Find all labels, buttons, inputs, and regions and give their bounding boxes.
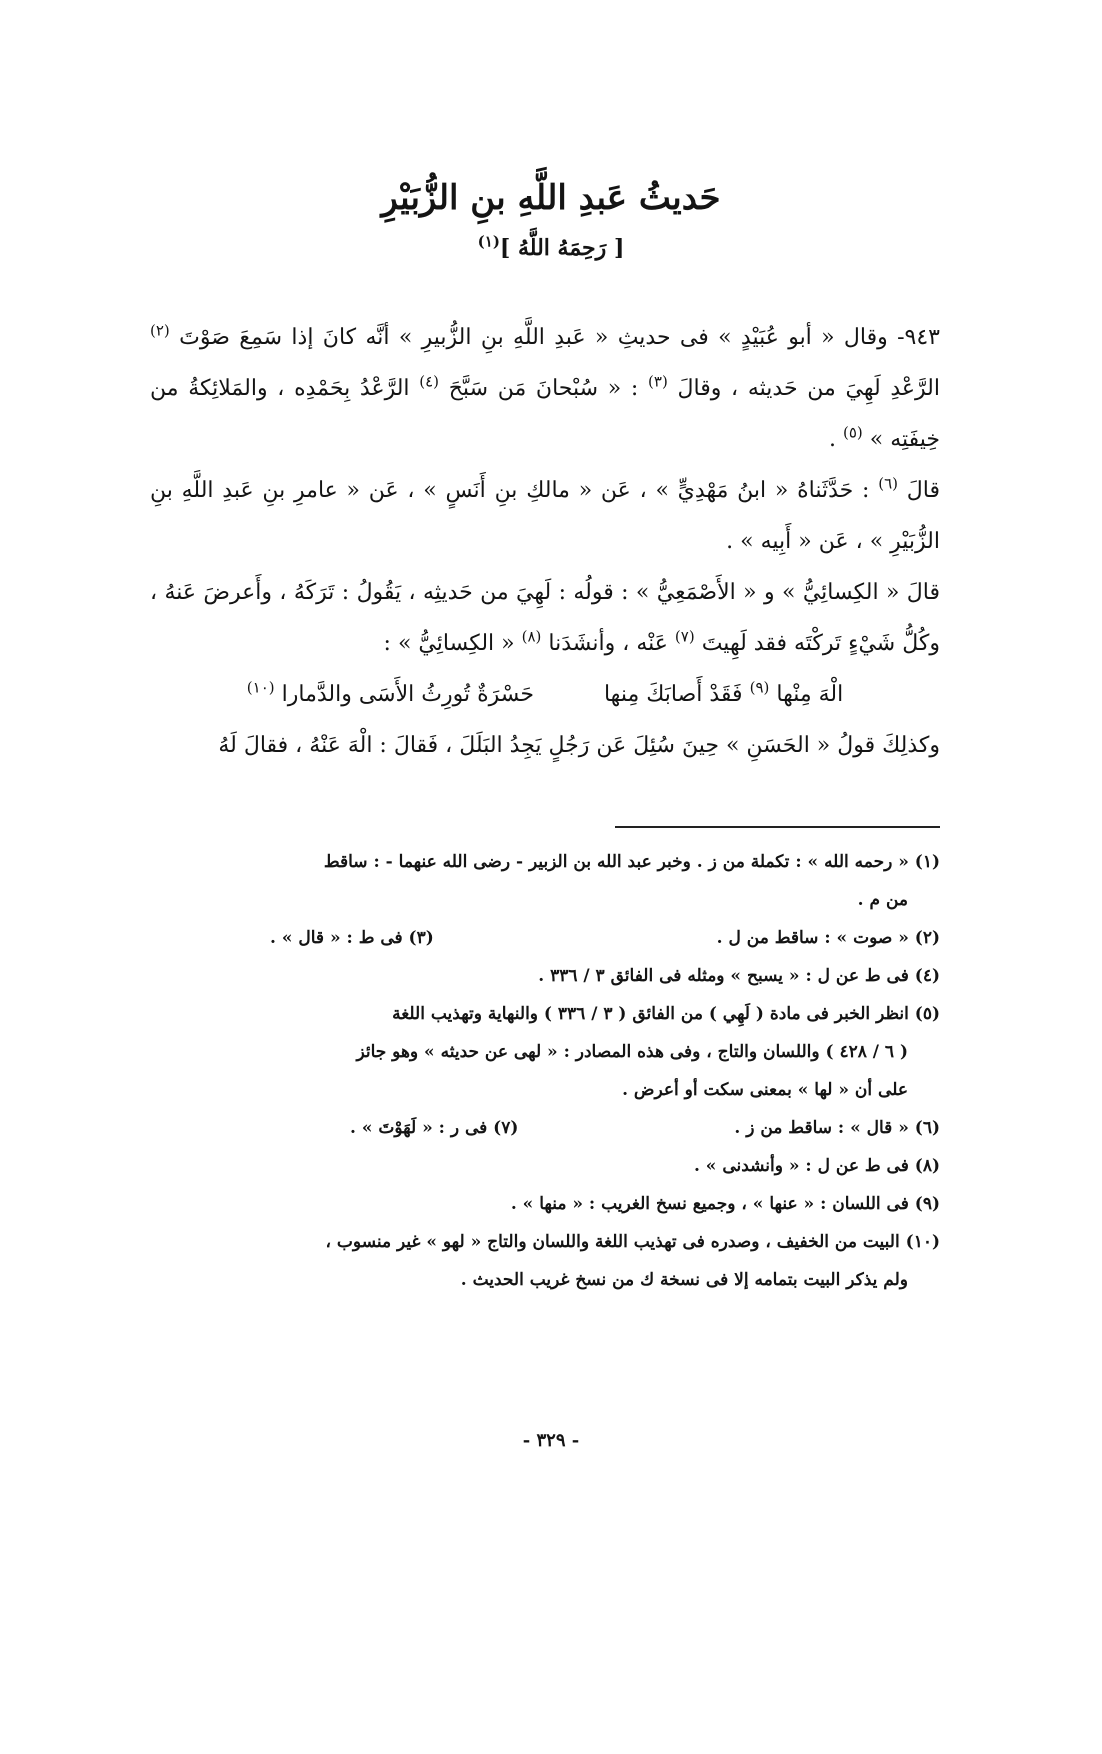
footnote-ref-2: (٢) bbox=[150, 321, 170, 340]
footnote-ref-9: (٩) bbox=[749, 678, 770, 697]
footnote-5: (٥) انظر الخبر فى مادة ( لَهِي ) من الفائق ( ٣ / ٣٣٦ ) والنهاية وتهذيب اللغة bbox=[392, 1004, 940, 1024]
footnote-divider bbox=[615, 826, 940, 828]
footnote-ref-7: (٧) bbox=[674, 627, 695, 646]
footnote-ref-10: (١٠) bbox=[246, 678, 275, 697]
subtitle-text: [ رَحِمَهُ اللَّهُ ] bbox=[499, 234, 625, 261]
main-text bbox=[150, 312, 940, 771]
paragraph-commentary bbox=[150, 567, 940, 669]
footnote-2: (٢) « صوت » : ساقط من ل . bbox=[716, 928, 940, 948]
footnote-4: (٤) فى ط عن ل : « يسبح » ومثله فى الفائق ٣ / ٣٣٦ . bbox=[538, 966, 940, 986]
footnote-1-continued: من م . bbox=[857, 890, 908, 910]
chapter-subtitle bbox=[0, 232, 1102, 261]
text-run: : « سُبْحانَ مَن سَبَّحَ bbox=[448, 376, 639, 401]
chapter-title: حَديثُ عَبدِ اللَّهِ بنِ الزُّبَيْرِ bbox=[381, 178, 721, 218]
chapter-header bbox=[0, 178, 1102, 261]
footnote-5-continued-2: على أن « لها » بمعنى سكت أو أعرض . bbox=[622, 1080, 908, 1100]
footnote-7: (٧) فى ر : « لَهَوْتَ » . bbox=[350, 1118, 519, 1138]
footnote-ref-1: (١) bbox=[477, 232, 500, 251]
page-number: - ٣٢٩ - bbox=[522, 1430, 580, 1451]
text-run: الرَّعْدِ لَهِيَ من حَديثه ، وقالَ bbox=[677, 376, 940, 401]
footnote-ref-5: (٥) bbox=[842, 423, 863, 442]
footnote-ref-3: (٣) bbox=[648, 372, 668, 391]
footnote-1: (١) « رحمه الله » : تكملة من ز . وخبر عبد الله بن الزبير - رضى الله عنهما - : ساقط bbox=[323, 852, 940, 872]
verse-first-hemistich bbox=[604, 669, 843, 720]
text-run: قالَ bbox=[906, 478, 940, 503]
footnotes bbox=[150, 843, 940, 1299]
text-run: حَسْرَةٌ تُورِثُ الأَسَى والدَّمارا bbox=[281, 682, 534, 707]
text-run: الْهَ مِنْها bbox=[776, 682, 844, 707]
text-run: قالَ « الكِسائِيُّ » و « الأَصْمَعِيُّ » : قولُه : لَهِيَ من حَديثِه ، يَقُولُ : تَرَكَهُ ، وأَعرضَ عَنهُ ، وكُلُّ شَيْءٍ تَركْتَه فقد لَهِيتَ bbox=[150, 580, 940, 656]
footnote-10-continued: ولم يذكر البيت بتمامه إلا فى نسخة ك من نسخ غريب الحديث . bbox=[460, 1270, 908, 1290]
paragraph-isnad bbox=[150, 465, 940, 567]
text-run: صَوْتَ bbox=[179, 325, 230, 350]
text-run: : حَدَّثَناهُ « ابنُ مَهْدِيٍّ » ، عَن « مالكِ بنِ أَنَسٍ » ، عَن « عامرِ بنِ عَبدِ اللَّهِ بنِ الزُّبَيْرِ » ، عَن « أَبِيه » . bbox=[150, 478, 940, 554]
footnote-6: (٦) « قال » : ساقط من ز . bbox=[734, 1118, 940, 1138]
footnote-ref-4: (٤) bbox=[419, 372, 440, 391]
paragraph-hasan: وكذلِكَ قولُ « الحَسَنِ » حِينَ سُئِلَ عَن رَجُلٍ يَجِدُ البَلَلَ ، فَقالَ : الْهَ عَنْهُ ، فقالَ لَهُ bbox=[218, 733, 940, 758]
footnote-8: (٨) فى ط عن ل : « وأنشدنى » . bbox=[693, 1156, 940, 1176]
text-run: . bbox=[828, 427, 836, 452]
text-run: عَنْه ، وأنشَدَنا bbox=[548, 631, 668, 656]
text-run: فَقَدْ أَصابَكَ مِنها bbox=[603, 682, 743, 707]
poetry-verse bbox=[150, 669, 940, 720]
footnote-ref-6: (٦) bbox=[878, 474, 898, 493]
text-run: الرَّعْدُ بِحَمْدِه ، bbox=[277, 376, 410, 401]
paragraph-943 bbox=[150, 312, 940, 465]
text-run: والمَلائِكةُ من خِيفَتِه » bbox=[150, 376, 940, 452]
footnote-9: (٩) فى اللسان : « عنها » ، وجميع نسخ الغريب : « منها » . bbox=[510, 1194, 940, 1214]
text-run: ٩٤٣- وقال « أبو عُبَيْدٍ » فى حديثِ « عَبدِ اللَّهِ بنِ الزُّبيرِ » أنَّه كانَ إذا سَمِعَ bbox=[239, 325, 940, 350]
footnote-row-6-7 bbox=[150, 1109, 940, 1147]
text-run: « الكِسائِيُّ » : bbox=[383, 631, 515, 656]
footnote-5-continued-1: ( ٦ / ٤٢٨ ) واللسان والتاج ، وفى هذه المصادر : « لهى عن حديثه » وهو جائز bbox=[356, 1042, 908, 1062]
verse-second-hemistich bbox=[247, 669, 534, 720]
footnote-10: (١٠) البيت من الخفيف ، وصدره فى تهذيب اللغة واللسان والتاج « لهو » غير منسوب ، bbox=[325, 1232, 940, 1252]
footnote-ref-8: (٨) bbox=[521, 627, 542, 646]
footnote-3: (٣) فى ط : « قال » . bbox=[270, 928, 434, 948]
footnote-row-2-3 bbox=[150, 919, 940, 957]
